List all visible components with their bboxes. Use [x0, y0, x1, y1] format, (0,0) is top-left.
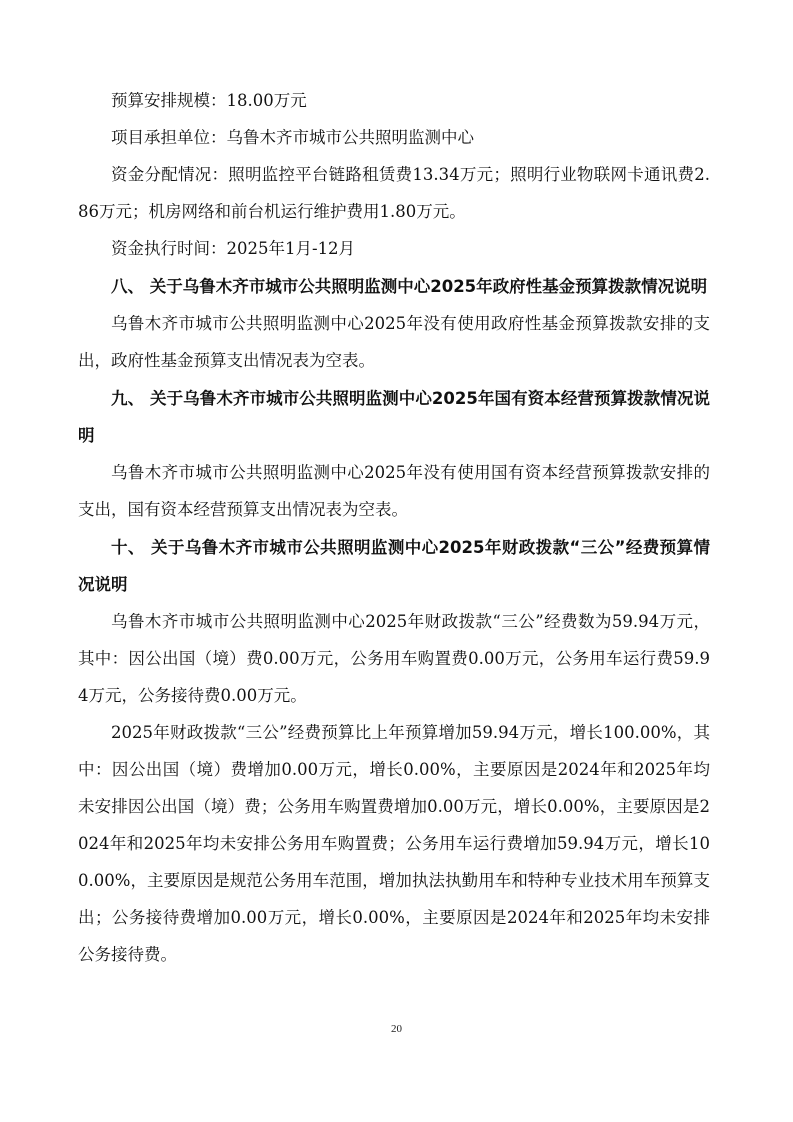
fund-execution-time-line: 资金执行时间：2025年1月-12月 — [111, 239, 356, 258]
section-heading-8: 八、 关于乌鲁木齐市城市公共照明监测中心2025年政府性基金预算拨款情况说明 — [111, 277, 708, 296]
fund-allocation-paragraph: 资金分配情况：照明监控平台链路租赁费13.34万元；照明行业物联网卡通讯费2.86万元；机房网络和前台机运行维护费用1.80万元。 — [78, 165, 710, 221]
project-unit-line: 项目承担单位：乌鲁木齐市城市公共照明监测中心 — [111, 128, 474, 147]
budget-scale-line: 预算安排规模：18.00万元 — [111, 91, 307, 110]
section-10-paragraph-1: 乌鲁木齐市城市公共照明监测中心2025年财政拨款“三公”经费数为59.94万元，其中：因公出国（境）费0.00万元，公务用车购置费0.00万元，公务用车运行费59.94万元，公务接待费0.00万元。 — [78, 612, 710, 705]
section-10-paragraph-2: 2025年财政拨款“三公”经费预算比上年预算增加59.94万元，增长100.00%，其中：因公出国（境）费增加0.00万元，增长0.00%，主要原因是2024年和2025年均未安排因公出国（境）费；公务用车购置费增加0.00万元，增长0.00%，主要原因是2024年和2025年均未安排公务用车购置费；公务用车运行费增加59.94万元，增长100.00%，主要原因是规范公务用车范围，增加执法执勤用车和特种专业技术用车预算支出；公务接待费增加0.00万元，增长0.00%，主要原因是2024年和2025年均未安排公务接待费。 — [78, 723, 710, 964]
section-heading-10: 十、 关于乌鲁木齐市城市公共照明监测中心2025年财政拨款“三公”经费预算情况说明 — [78, 538, 710, 594]
document-body — [78, 82, 710, 973]
section-8-paragraph: 乌鲁木齐市城市公共照明监测中心2025年没有使用政府性基金预算拨款安排的支出，政府性基金预算支出情况表为空表。 — [78, 314, 710, 370]
section-9-paragraph: 乌鲁木齐市城市公共照明监测中心2025年没有使用国有资本经营预算拨款安排的支出，国有资本经营预算支出情况表为空表。 — [78, 463, 710, 519]
section-heading-9: 九、 关于乌鲁木齐市城市公共照明监测中心2025年国有资本经营预算拨款情况说明 — [78, 389, 710, 445]
page-number: 20 — [391, 1023, 402, 1035]
